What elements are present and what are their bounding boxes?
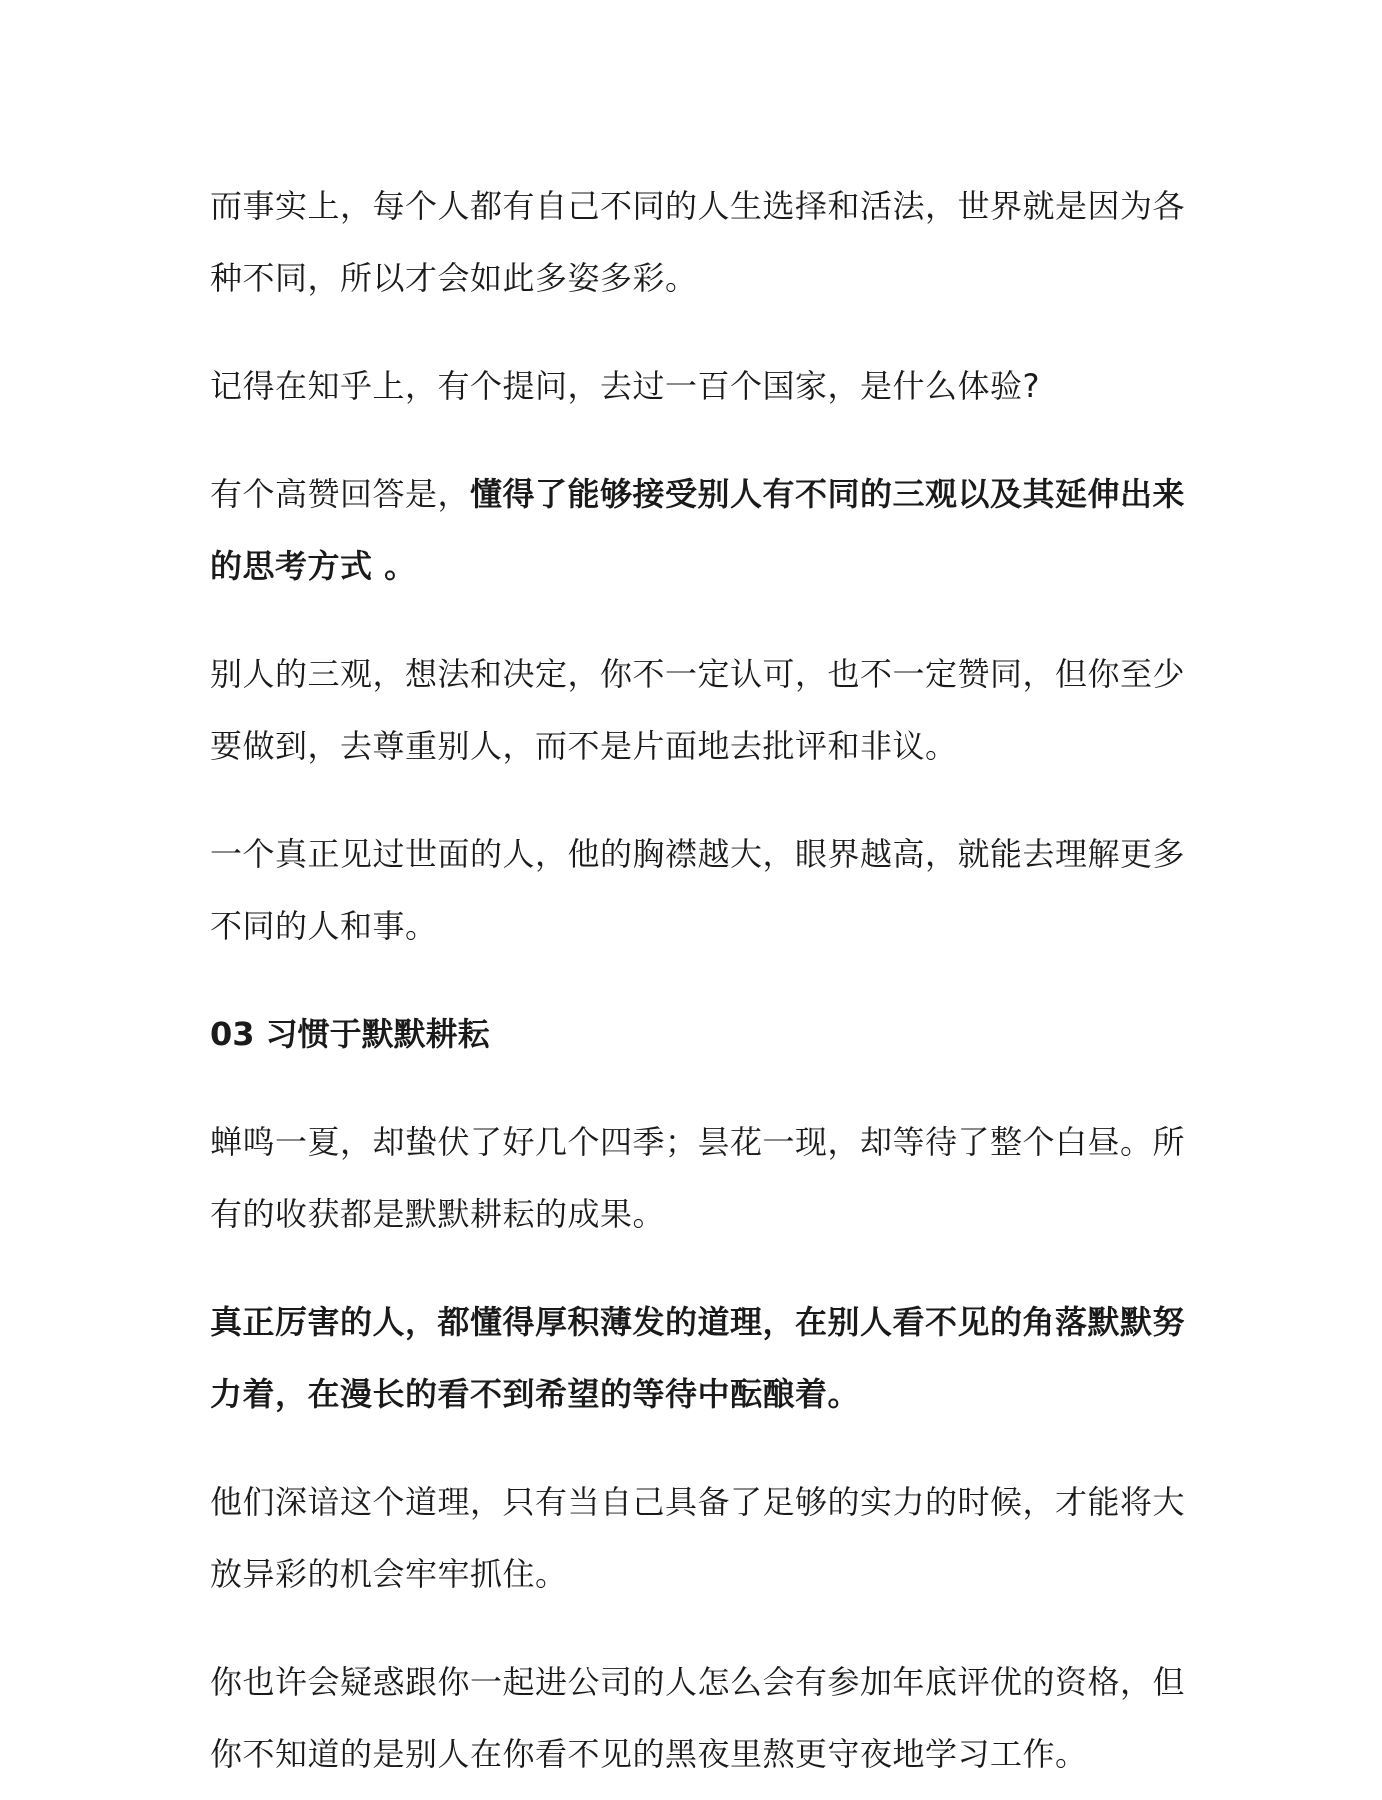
paragraph-different-life-choices: 而事实上，每个人都有自己不同的人生选择和活法，世界就是因为各种不同，所以才会如此多姿多彩。	[210, 187, 1186, 297]
paragraph-seen-the-world: 一个真正见过世面的人，他的胸襟越大，眼界越高，就能去理解更多不同的人和事。	[210, 835, 1186, 945]
section-heading-03: 03 习惯于默默耕耘	[210, 1015, 490, 1053]
paragraph-colleague-evaluation: 你也许会疑惑跟你一起进公司的人怎么会有参加年底评优的资格，但你不知道的是别人在你看不见的黑夜里熬更守夜地学习工作。	[210, 1663, 1186, 1773]
paragraph-cicada-and-cereus: 蝉鸣一夏，却蛰伏了好几个四季；昙花一现，却等待了整个白昼。所有的收获都是默默耕耘的成果。	[210, 1123, 1186, 1233]
paragraph-respect-others: 别人的三观，想法和决定，你不一定认可，也不一定赞同，但你至少要做到，去尊重别人，而不是片面地去批评和非议。	[210, 655, 1186, 765]
paragraph-seize-opportunity: 他们深谙这个道理，只有当自己具备了足够的实力的时候，才能将大放异彩的机会牢牢抓住。	[210, 1483, 1186, 1593]
paragraph-high-praise-answer	[210, 458, 1190, 602]
answer-intro-text: 有个高赞回答是，	[210, 475, 471, 513]
paragraph-truly-capable-people: 真正厉害的人，都懂得厚积薄发的道理，在别人看不见的角落默默努力着，在漫长的看不到希望的等待中酝酿着。	[210, 1303, 1186, 1413]
paragraph-zhihu-question: 记得在知乎上，有个提问，去过一百个国家，是什么体验?	[210, 367, 1040, 405]
answer-bold-text: 懂得了能够接受别人有不同的三观以及其延伸出来的思考方式 。	[210, 475, 1186, 585]
